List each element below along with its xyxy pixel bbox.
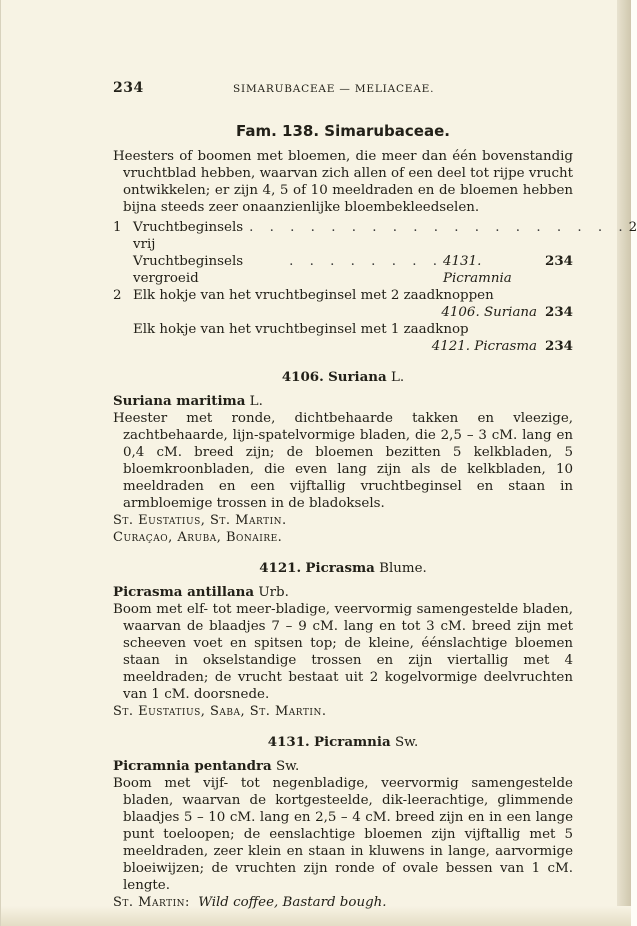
distribution-line bbox=[113, 894, 573, 911]
species-description: Heester met ronde, dichtbehaarde takken en vleezige, zachtbehaarde, lijn-spatelvormige bladen, die 2,5 – 3 cM. lang en 0,4 cM. breed zijn; de bloemen bezitten 5 kelkbladen, 5 bloemkroonbladen, die even lang zijn als de kelkbladen, 10 meeldraden en een vijftallig vruchtbeginsel en staan in armbloemige trossen in de bladoksels. bbox=[113, 411, 573, 511]
key-row-2 bbox=[113, 287, 573, 304]
key-number: 2 bbox=[113, 288, 122, 303]
family-intro: Heesters of boomen met bloemen, die meer dan één bovenstandig vruchtblad hebben, waarvan zich allen of een deel tot rijpe vrucht ontwikkelen; er zijn 4, 5 of 10 meeldraden en de bloemen hebben bijna steeds zeer onaanzienlijke bloembekleedselen. bbox=[113, 149, 573, 215]
key-row-2b-ref bbox=[113, 338, 573, 355]
distribution: St. Eustatius, St. Martin. bbox=[113, 513, 287, 528]
page-header bbox=[113, 80, 573, 96]
key-text: Vruchtbeginsels vergroeid bbox=[133, 254, 244, 286]
species-author: L. bbox=[249, 394, 263, 409]
distribution: St. Eustatius, Saba, St. Martin. bbox=[113, 704, 327, 719]
key-row-1 bbox=[113, 219, 637, 253]
species-name: Suriana maritima bbox=[113, 393, 246, 409]
species-author: Sw. bbox=[275, 759, 300, 774]
key-page-ref: 234 bbox=[545, 253, 573, 269]
genus-number: 4131. bbox=[267, 734, 310, 750]
key-number: 1 bbox=[113, 220, 122, 235]
genus-author: Sw. bbox=[394, 735, 419, 750]
distribution: Curaçao, Aruba, Bonaire. bbox=[113, 530, 283, 545]
key-row-2-ref bbox=[113, 304, 573, 321]
book-spine bbox=[617, 0, 631, 926]
common-names: Wild coffee, Bastard bough. bbox=[198, 895, 387, 910]
species-description: Boom met elf- tot meer-bladige, veervormig samengestelde bladen, waarvan de blaadjes 7 – 9 cM. lang en tot 3 cM. breed zijn met scheeven voet en spitsen top; de kleine, éénslachtige bloemen staan in okselstandige trossen en zijn viertallig met 4 meeldraden; de vrucht bestaat uit 2 kogelvormige deelvruchten van 1 cM. doorsnede. bbox=[113, 602, 573, 702]
distribution: St. Martin: bbox=[113, 895, 190, 910]
genus-author: Blume. bbox=[379, 561, 427, 576]
genus-name: Picrasma bbox=[305, 560, 375, 576]
key-reference: 4121. Picrasma bbox=[431, 339, 538, 354]
key-dots: . . . . . . . . bbox=[289, 254, 443, 269]
key-text: Elk hokje van het vruchtbeginsel met 1 zaadknop bbox=[133, 322, 469, 337]
species-line bbox=[113, 393, 573, 410]
key-dots: . . . . . . . . . . . . . . . . . . . bbox=[249, 220, 629, 235]
key-reference: 4106. Suriana bbox=[441, 305, 538, 320]
key-reference: 4131. Picramnia bbox=[442, 254, 512, 286]
genus-heading bbox=[113, 734, 573, 750]
key-text: Elk hokje van het vruchtbeginsel met 2 zaadknoppen bbox=[133, 288, 494, 303]
key-row-1b bbox=[113, 253, 573, 287]
genus-number: 4121. bbox=[259, 560, 302, 576]
genus-heading bbox=[113, 560, 573, 576]
key-text: Vruchtbeginsels vrij bbox=[133, 220, 244, 252]
key-target: 2 bbox=[628, 220, 637, 235]
species-line bbox=[113, 584, 573, 601]
species-name: Picramnia pentandra bbox=[113, 758, 272, 774]
species-name: Picrasma antillana bbox=[113, 584, 255, 600]
key-page-ref: 234 bbox=[545, 304, 573, 320]
genus-number: 4106. bbox=[281, 369, 324, 385]
genus-name: Suriana bbox=[328, 369, 387, 385]
running-head: SIMARUBACEAE — MELIACEAE. bbox=[233, 83, 435, 95]
page-number: 234 bbox=[113, 80, 144, 96]
species-line bbox=[113, 758, 573, 775]
family-title: Fam. 138. Simarubaceae. bbox=[236, 122, 450, 140]
species-author: Urb. bbox=[258, 585, 289, 600]
key-page-ref: 234 bbox=[545, 338, 573, 354]
genus-name: Picramnia bbox=[313, 734, 391, 750]
genus-author: L. bbox=[390, 370, 405, 385]
page-content bbox=[113, 80, 637, 911]
genus-heading bbox=[113, 369, 573, 385]
key-row-2b bbox=[113, 321, 573, 338]
species-description: Boom met vijf- tot negenbladige, veervormig samengestelde bladen, waarvan de kortgesteelde, dik-leerachtige, glimmende blaadjes 5 – 10 cM. lang en 2,5 – 4 cM. breed zijn en in een lange punt toeloopen; de eenslachtige bloemen zijn vijftallig met 5 meeldraden, zeer klein en staan in kluwens in lange, aarvormige bloeiwijzen; de vruchten zijn ronde of ovale bessen van 1 cM. lengte. bbox=[113, 776, 573, 893]
